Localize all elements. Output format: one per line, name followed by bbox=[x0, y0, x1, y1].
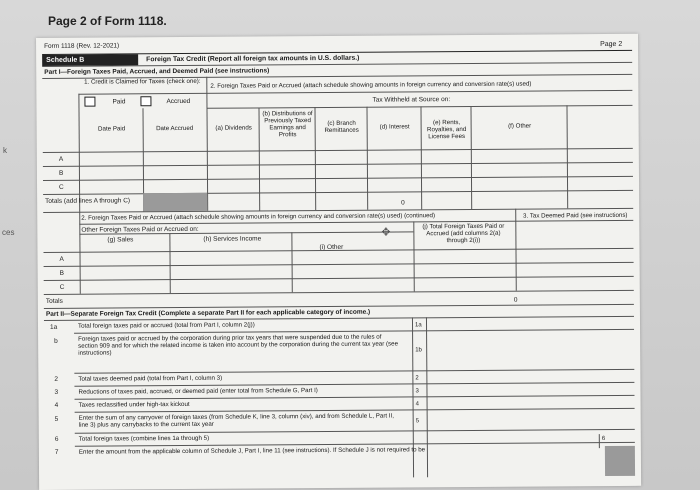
row-c2-label: C bbox=[59, 283, 65, 291]
services-header: (h) Services Income bbox=[203, 235, 262, 243]
rule bbox=[43, 176, 633, 181]
line-3-text: Reductions of taxes paid, accrued, or deemed paid (enter total from Schedule G, Part I) bbox=[78, 387, 318, 396]
rule bbox=[43, 162, 633, 167]
line-4-text: Taxes reclassified under high-tax kickout bbox=[78, 400, 190, 409]
schedule-title: Foreign Tax Credit (Report all foreign tax amounts in U.S. dollars.) bbox=[146, 54, 360, 64]
row-b-label: B bbox=[58, 169, 64, 177]
line-7-text: Enter the amount from the applicable column of Schedule J, Part I, line 11 (see instructions). If Schedule J is not required to be bbox=[78, 446, 426, 456]
rule bbox=[44, 290, 634, 295]
total-foreign-header: (j) Total Foreign Taxes Paid or Accrued (add columns 2(a) through 2(i)) bbox=[422, 222, 505, 245]
cont-header: 2. Foreign Taxes Paid or Accrued (attach schedule showing amounts in foreign currency and conversion rate(s) used) (continued) bbox=[81, 212, 436, 222]
row-b2-label: B bbox=[59, 269, 65, 277]
form-sheet bbox=[36, 34, 641, 490]
line-1b-num: b bbox=[54, 337, 58, 345]
rule bbox=[44, 262, 634, 267]
line-2-text: Total taxes deemed paid (total from Part I, column 3) bbox=[78, 374, 223, 383]
other-i-header: (i) Other bbox=[319, 243, 344, 252]
line-1a-text: Total foreign taxes paid or accrued (total from Part I, column 2(j)) bbox=[77, 321, 255, 330]
edge-text-ces: ces bbox=[2, 228, 15, 237]
rule bbox=[43, 148, 633, 153]
line-1a-num: 1a bbox=[49, 323, 58, 331]
row-a2-label: A bbox=[59, 255, 64, 263]
rule bbox=[206, 77, 208, 211]
tax-withheld-label: Tax Withheld at Source on: bbox=[372, 96, 451, 104]
rule bbox=[43, 190, 633, 195]
line-2-num: 2 bbox=[54, 375, 59, 383]
line-4-box: 4 bbox=[415, 401, 419, 408]
accrued-checkbox[interactable] bbox=[140, 96, 151, 106]
dividends-header: (a) Dividends bbox=[215, 124, 252, 132]
line-1b-text: Foreign taxes paid or accrued by the corporation during prior tax years that were suspended due to the rules of section 909 and for which the related income is taken into account by the corporation during the current tax year (see instructions) bbox=[78, 333, 399, 357]
branch-header: (c) Branch Remittances bbox=[324, 119, 359, 135]
shaded-cell bbox=[143, 193, 207, 211]
totals2-value: 0 bbox=[513, 296, 518, 304]
date-paid-header: Date Paid bbox=[98, 125, 126, 133]
line-5-text: Enter the sum of any carryover of foreign taxes (from Schedule K, line 3, column (xiv), and from Schedule L, Part II, line 3) plus any carrybacks to the current tax year bbox=[78, 412, 395, 429]
move-cursor-icon: ✥ bbox=[381, 226, 391, 239]
page-heading: Page 2 of Form 1118. bbox=[48, 14, 167, 28]
interest-header: (d) Interest bbox=[379, 123, 410, 131]
page-label: Page 2 bbox=[600, 40, 623, 49]
deemed-paid-header: 3. Tax Deemed Paid (see instructions) bbox=[523, 211, 628, 220]
date-accrued-header: Date Accrued bbox=[156, 124, 194, 133]
row-c-label: C bbox=[59, 183, 64, 191]
rents-header: (e) Rents, Royalties, and License Fees bbox=[427, 119, 467, 141]
line-3-box: 3 bbox=[415, 388, 419, 395]
col1-header: 1. Credit is Claimed for Taxes (check one): bbox=[84, 77, 201, 86]
line-1b-box: 1b bbox=[415, 347, 422, 354]
rule bbox=[599, 434, 600, 448]
shaded-cell bbox=[605, 446, 635, 476]
line-6-text: Total foreign taxes (combine lines 1a through 5) bbox=[78, 434, 210, 443]
line-3-num: 3 bbox=[54, 388, 59, 396]
paid-label: Paid bbox=[112, 98, 126, 106]
sales-header: (g) Sales bbox=[107, 236, 134, 244]
line-1a-box: 1a bbox=[414, 322, 422, 329]
line-6-box: 6 bbox=[601, 436, 606, 443]
paid-checkbox[interactable] bbox=[84, 97, 95, 107]
rule bbox=[366, 107, 368, 210]
line-2-box: 2 bbox=[415, 375, 419, 382]
col2-header: 2. Foreign Taxes Paid or Accrued (attach schedule showing amounts in foreign currency and conversion rate(s) used) bbox=[210, 80, 532, 90]
line-5-box: 5 bbox=[415, 418, 420, 425]
rule bbox=[470, 106, 472, 209]
accrued-label: Accrued bbox=[166, 97, 191, 106]
rule bbox=[169, 233, 170, 293]
line-6-num: 6 bbox=[54, 435, 59, 443]
edge-text-k: k bbox=[3, 146, 7, 155]
other-f-header: (f) Other bbox=[508, 122, 532, 130]
form-id: Form 1118 (Rev. 12-2021) bbox=[44, 42, 120, 50]
schedule-label: Schedule B bbox=[46, 56, 85, 64]
line-7-num: 7 bbox=[54, 448, 59, 456]
rule bbox=[78, 90, 632, 95]
line-4-num: 4 bbox=[54, 401, 59, 409]
part1-title: Part I—Foreign Taxes Paid, Accrued, and Deemed Paid (see instructions) bbox=[44, 67, 270, 76]
distributions-header: (b) Distributions of Previously Taxed Earnings and Profits bbox=[262, 110, 313, 139]
row-a-label: A bbox=[58, 155, 64, 163]
rule bbox=[566, 105, 568, 208]
line-5-num: 5 bbox=[54, 415, 59, 423]
totals-ac-value: 0 bbox=[401, 199, 405, 207]
totals2-label: Totals bbox=[45, 297, 63, 305]
rule bbox=[291, 232, 292, 292]
rule bbox=[44, 276, 634, 281]
other-foreign-label: Other Foreign Taxes Paid or Accrued on: bbox=[81, 225, 199, 234]
totals-ac-label: Totals (add lines A through C) bbox=[45, 197, 131, 205]
part2-title: Part II—Separate Foreign Tax Credit (Complete a separate Part II for each applicable category of income.) bbox=[45, 308, 371, 318]
